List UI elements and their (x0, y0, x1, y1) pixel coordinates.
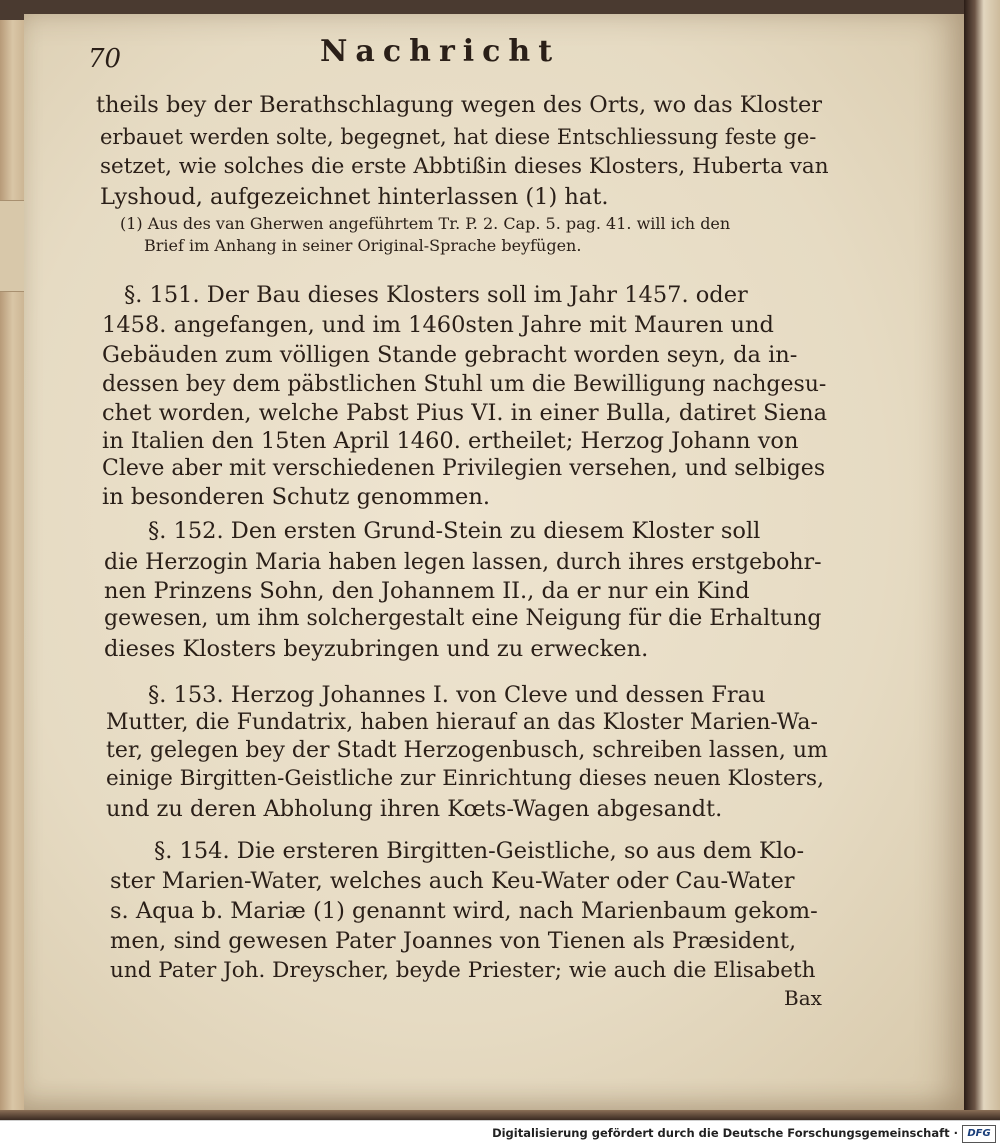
footer-credit: Digitalisierung gefördert durch die Deutsche Forschungsgemeinschaft · (492, 1126, 958, 1140)
paragraph-152-line: gewesen, um ihm solchergestalt eine Neigung für die Erhaltung (104, 606, 822, 631)
paragraph-153-line: und zu deren Abholung ihren Kœts-Wagen abgesandt. (106, 796, 723, 822)
paragraph-153-line: §. 153. Herzog Johannes I. von Cleve und dessen Frau (148, 682, 766, 708)
text-line: setzet, wie solches die erste Abbtißin dieses Klosters, Huberta van (100, 154, 829, 179)
paragraph-154-line: ster Marien-Water, welches auch Keu-Water oder Cau-Water (110, 868, 795, 894)
paragraph-154-line: s. Aqua b. Mariæ (1) genannt wird, nach Marienbaum gekom- (110, 898, 818, 924)
paragraph-151-line: chet worden, welche Pabst Pius VI. in einer Bulla, datiret Siena (102, 400, 828, 426)
footnote-line: (1) Aus des van Gherwen angeführtem Tr. P. 2. Cap. 5. pag. 41. will ich den (120, 214, 731, 233)
text-line: erbauet werden solte, begegnet, hat diese Entschliessung feste ge- (100, 125, 817, 149)
paragraph-152-line: §. 152. Den ersten Grund-Stein zu diesem Kloster soll (148, 518, 761, 544)
paragraph-152-line: die Herzogin Maria haben legen lassen, durch ihres erstgebohr- (104, 550, 822, 575)
paragraph-151-line: in Italien den 15ten April 1460. ertheilet; Herzog Johann von (102, 428, 799, 454)
footnote-line: Brief im Anhang in seiner Original-Sprache beyfügen. (144, 236, 582, 255)
paragraph-154-line: §. 154. Die ersteren Birgitten-Geistliche, so aus dem Klo- (154, 838, 805, 864)
footer-bar (0, 1120, 1000, 1145)
text-line: theils bey der Berathschlagung wegen des Orts, wo das Kloster (96, 92, 823, 118)
paragraph-151-line: dessen bey dem päbstlichen Stuhl um die Bewilligung nachgesu- (102, 372, 827, 397)
paragraph-154-line: und Pater Joh. Dreyscher, beyde Priester; wie auch die Elisabeth (110, 958, 816, 983)
paragraph-153-line: ter, gelegen bey der Stadt Herzogenbusch, schreiben lassen, um (106, 738, 828, 763)
dfg-logo-icon: DFG (962, 1125, 996, 1143)
paragraph-151-line: 1458. angefangen, und im 1460sten Jahre mit Mauren und (102, 312, 774, 338)
paragraph-151-line: §. 151. Der Bau dieses Klosters soll im Jahr 1457. oder (124, 282, 748, 308)
book-spine-shadow (964, 0, 1000, 1120)
page-number: 70 (88, 44, 122, 74)
catchword: Bax (784, 986, 822, 1010)
text-line: Lyshoud, aufgezeichnet hinterlassen (1) hat. (100, 184, 609, 210)
paragraph-152-line: dieses Klosters beyzubringen und zu erwecken. (104, 636, 649, 662)
running-head: Nachricht (320, 34, 561, 69)
paragraph-151-line: in besonderen Schutz genommen. (102, 484, 491, 510)
paragraph-151-line: Gebäuden zum völligen Stande gebracht worden seyn, da in- (102, 342, 798, 368)
paragraph-154-line: men, sind gewesen Pater Joannes von Tienen als Præsident, (110, 928, 797, 954)
bottom-edge (0, 1110, 1000, 1120)
paragraph-151-line: Cleve aber mit verschiedenen Privilegien versehen, und selbiges (102, 456, 826, 481)
paragraph-152-line: nen Prinzens Sohn, den Johannem II., da er nur ein Kind (104, 578, 750, 604)
paragraph-153-line: Mutter, die Fundatrix, haben hierauf an das Kloster Marien-Wa- (106, 710, 818, 735)
paragraph-153-line: einige Birgitten-Geistliche zur Einrichtung dieses neuen Klosters, (106, 766, 824, 791)
